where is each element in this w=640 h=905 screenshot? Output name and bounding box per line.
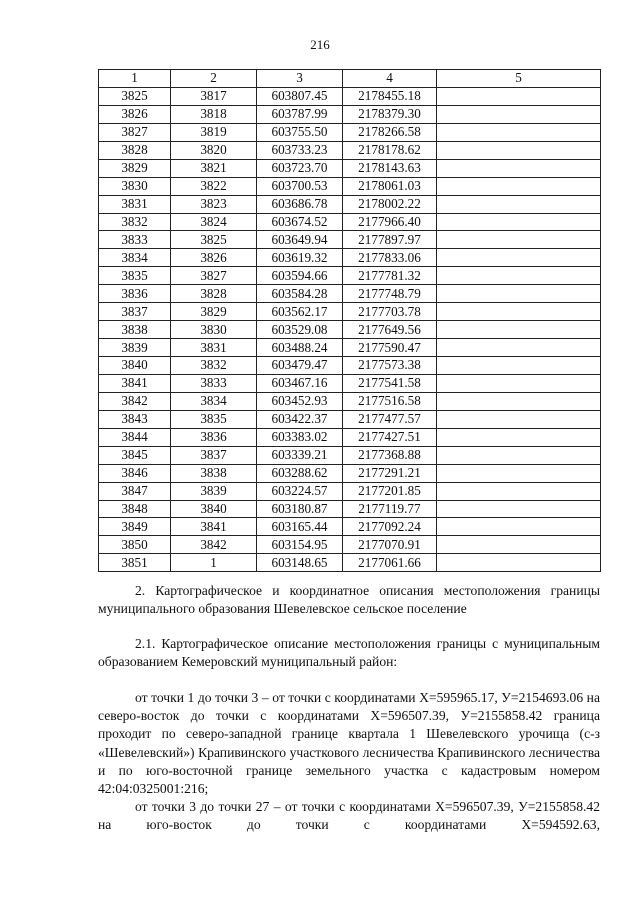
table-cell: 2178455.18 (343, 87, 437, 105)
table-cell: 3834 (99, 249, 171, 267)
table-row (99, 554, 601, 572)
table-row (99, 249, 601, 267)
table-cell: 603807.45 (257, 87, 343, 105)
table-cell: 3829 (99, 159, 171, 177)
table-cell: 3841 (171, 518, 257, 536)
table-cell: 2177541.58 (343, 374, 437, 392)
table-cell: 603594.66 (257, 267, 343, 285)
table-cell (437, 321, 601, 339)
table-cell: 3847 (99, 482, 171, 500)
table-cell: 2178178.62 (343, 141, 437, 159)
table-cell: 3825 (171, 231, 257, 249)
table-cell: 603787.99 (257, 105, 343, 123)
table-cell: 3835 (99, 267, 171, 285)
table-cell: 3832 (171, 357, 257, 375)
table-cell: 3835 (171, 410, 257, 428)
table-cell: 2177573.38 (343, 357, 437, 375)
table-cell: 3829 (171, 303, 257, 321)
table-cell (437, 231, 601, 249)
table-cell: 2177070.91 (343, 536, 437, 554)
table-cell: 3845 (99, 446, 171, 464)
column-header: 3 (257, 70, 343, 88)
section-2-1-heading: 2.1. Картографическое описание местоположения границы с муниципальным образованием Кемеровский муниципальный район: (98, 636, 600, 670)
table-cell: 1 (171, 554, 257, 572)
table-cell: 3851 (99, 554, 171, 572)
table-cell: 3838 (99, 321, 171, 339)
table-cell: 3842 (99, 392, 171, 410)
table-cell: 3839 (171, 482, 257, 500)
table-cell (437, 249, 601, 267)
table-cell: 603479.47 (257, 357, 343, 375)
table-row (99, 374, 601, 392)
table-row (99, 410, 601, 428)
table-cell: 2177061.66 (343, 554, 437, 572)
table-row (99, 464, 601, 482)
table-cell: 2178061.03 (343, 177, 437, 195)
table-cell: 603422.37 (257, 410, 343, 428)
page-number: 216 (310, 37, 330, 52)
table-cell (437, 303, 601, 321)
table-cell: 3834 (171, 392, 257, 410)
boundary-description-paragraph: от точки 3 до точки 27 – от точки с координатами X=596507.39, У=2155858.42 на юго-восток до точки с координатами X=594592.63, (98, 799, 600, 833)
table-cell: 3817 (171, 87, 257, 105)
table-cell: 3819 (171, 123, 257, 141)
table-cell: 3837 (99, 303, 171, 321)
table-cell: 3824 (171, 213, 257, 231)
table-cell (437, 123, 601, 141)
table-cell (437, 339, 601, 357)
table-cell (437, 392, 601, 410)
table-cell: 3828 (171, 285, 257, 303)
coordinates-table (98, 69, 601, 572)
table-row (99, 303, 601, 321)
table-row (99, 213, 601, 231)
table-row (99, 536, 601, 554)
table-cell: 603700.53 (257, 177, 343, 195)
table-cell: 603148.65 (257, 554, 343, 572)
table-cell: 2178002.22 (343, 195, 437, 213)
table-cell: 3846 (99, 464, 171, 482)
table-row (99, 285, 601, 303)
table-header-row (99, 70, 601, 88)
table-row (99, 428, 601, 446)
boundary-descriptions (98, 689, 600, 835)
table-row (99, 267, 601, 285)
table-cell: 2177966.40 (343, 213, 437, 231)
table-cell (437, 285, 601, 303)
table-cell (437, 518, 601, 536)
table-cell (437, 446, 601, 464)
table-row (99, 321, 601, 339)
table-cell: 3849 (99, 518, 171, 536)
column-header: 5 (437, 70, 601, 88)
table-row (99, 518, 601, 536)
table-cell: 3822 (171, 177, 257, 195)
table-cell: 2177201.85 (343, 482, 437, 500)
table-cell: 2177833.06 (343, 249, 437, 267)
table-cell: 603584.28 (257, 285, 343, 303)
table-cell (437, 105, 601, 123)
table-cell: 3844 (99, 428, 171, 446)
table-cell: 3826 (171, 249, 257, 267)
column-header: 4 (343, 70, 437, 88)
table-cell: 603288.62 (257, 464, 343, 482)
table-row (99, 177, 601, 195)
table-cell: 3827 (99, 123, 171, 141)
table-cell: 3850 (99, 536, 171, 554)
table-cell: 3827 (171, 267, 257, 285)
table-cell: 3841 (99, 374, 171, 392)
table-cell: 2177427.51 (343, 428, 437, 446)
table-cell: 2178143.63 (343, 159, 437, 177)
table-cell: 2177119.77 (343, 500, 437, 518)
table-cell: 3838 (171, 464, 257, 482)
table-row (99, 339, 601, 357)
table-cell: 603180.87 (257, 500, 343, 518)
table-cell: 3839 (99, 339, 171, 357)
table-cell: 3832 (99, 213, 171, 231)
table-cell: 3836 (171, 428, 257, 446)
table-cell: 2177477.57 (343, 410, 437, 428)
table-cell: 3836 (99, 285, 171, 303)
table-cell: 603619.32 (257, 249, 343, 267)
table-cell: 2177897.97 (343, 231, 437, 249)
table-cell: 3830 (99, 177, 171, 195)
table-cell: 3840 (171, 500, 257, 518)
table-cell: 603154.95 (257, 536, 343, 554)
table-cell: 2177590.47 (343, 339, 437, 357)
table-row (99, 500, 601, 518)
table-cell: 2177291.21 (343, 464, 437, 482)
table-cell: 3831 (99, 195, 171, 213)
table-cell (437, 374, 601, 392)
table-cell: 3843 (99, 410, 171, 428)
table-row (99, 482, 601, 500)
table-cell: 3833 (99, 231, 171, 249)
table-cell: 2178379.30 (343, 105, 437, 123)
table-cell (437, 87, 601, 105)
table-cell: 603224.57 (257, 482, 343, 500)
table-cell: 603562.17 (257, 303, 343, 321)
table-cell (437, 159, 601, 177)
table-cell: 2177368.88 (343, 446, 437, 464)
table-cell: 603686.78 (257, 195, 343, 213)
table-cell: 3821 (171, 159, 257, 177)
table-cell: 3831 (171, 339, 257, 357)
table-cell: 3828 (99, 141, 171, 159)
table-cell: 603383.02 (257, 428, 343, 446)
section-2 (98, 582, 600, 618)
table-cell (437, 536, 601, 554)
section-2-heading: 2. Картографическое и координатное описания местоположения границы муниципального образования Шевелевское сельское поселение (98, 583, 600, 617)
table-row (99, 123, 601, 141)
table-cell (437, 428, 601, 446)
table-cell: 603529.08 (257, 321, 343, 339)
table-cell (437, 464, 601, 482)
table-row (99, 159, 601, 177)
table-cell: 603649.94 (257, 231, 343, 249)
table-row (99, 87, 601, 105)
table-cell (437, 141, 601, 159)
table-cell: 3842 (171, 536, 257, 554)
table-cell: 2177703.78 (343, 303, 437, 321)
table-cell: 3833 (171, 374, 257, 392)
column-header: 2 (171, 70, 257, 88)
table-cell: 2177781.32 (343, 267, 437, 285)
table-cell (437, 482, 601, 500)
boundary-description-paragraph: от точки 1 до точки 3 – от точки с координатами X=595965.17, У=2154693.06 на северо-восток до точки с координатами X=596507.39, У=2155858.42 граница проходит по северо-западной границе квартала 1 Шевелевского урочища (с-з «Шевелевский») Крапивинского участкового лесничества Крапивинского лесничества и по юго-восточной границе земельного участка с кадастровым номером 42:04:0325001:216; (98, 690, 600, 797)
table-cell (437, 177, 601, 195)
table-cell: 2177649.56 (343, 321, 437, 339)
table-cell (437, 410, 601, 428)
table-cell: 603452.93 (257, 392, 343, 410)
table-cell (437, 213, 601, 231)
table-cell: 2177748.79 (343, 285, 437, 303)
table-row (99, 105, 601, 123)
table-cell: 603755.50 (257, 123, 343, 141)
table-cell: 2177092.24 (343, 518, 437, 536)
table-cell: 3820 (171, 141, 257, 159)
table-cell (437, 195, 601, 213)
table-cell: 2177516.58 (343, 392, 437, 410)
table-row (99, 195, 601, 213)
table-cell: 3825 (99, 87, 171, 105)
table-row (99, 392, 601, 410)
table-cell: 603467.16 (257, 374, 343, 392)
table-cell (437, 554, 601, 572)
column-header: 1 (99, 70, 171, 88)
table-cell (437, 500, 601, 518)
section-2-1 (98, 635, 600, 671)
table-row (99, 141, 601, 159)
table-cell: 603674.52 (257, 213, 343, 231)
table-body (99, 87, 601, 571)
table-cell: 603488.24 (257, 339, 343, 357)
table-row (99, 231, 601, 249)
table-cell: 603723.70 (257, 159, 343, 177)
table-cell: 3826 (99, 105, 171, 123)
table-cell: 603165.44 (257, 518, 343, 536)
table-cell: 603339.21 (257, 446, 343, 464)
table-cell (437, 357, 601, 375)
table-cell: 2178266.58 (343, 123, 437, 141)
table-cell: 3848 (99, 500, 171, 518)
table-cell: 3840 (99, 357, 171, 375)
table-cell: 3823 (171, 195, 257, 213)
table-cell: 3830 (171, 321, 257, 339)
table-row (99, 357, 601, 375)
table-cell: 603733.23 (257, 141, 343, 159)
table-cell: 3837 (171, 446, 257, 464)
table-cell: 3818 (171, 105, 257, 123)
table-cell (437, 267, 601, 285)
table-row (99, 446, 601, 464)
